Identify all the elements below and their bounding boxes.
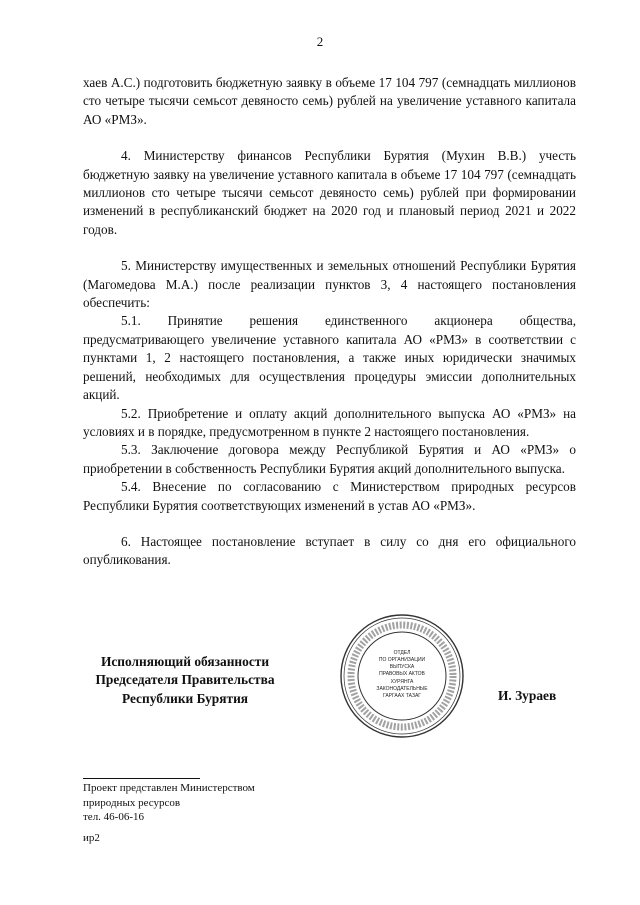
signatory-name: И. Зураев — [498, 688, 557, 703]
footnote-line: Проект представлен Министерством — [83, 782, 255, 794]
paragraph-item-5-1: 5.1. Принятие решения единственного акционера общества, предусматривающего увеличение уставного капитала АО «РМЗ» в соответствии с пунктами 1, 2 настоящего постановления, а также иных юридически значимых решений, необходимых для осуществления процедуры эмиссии дополнительных акций. — [83, 313, 576, 403]
signatory-title-line: Исполняющий обязанности — [100, 654, 270, 669]
document-body — [83, 74, 576, 570]
footnote-divider — [83, 778, 200, 779]
seal-text-line: ПРАВОВЫХ АКТОВ — [379, 671, 425, 677]
seal-text-line: ХУРЯНГА — [390, 679, 414, 685]
seal-text-line: ОТДЕЛ — [393, 650, 411, 656]
official-seal-stamp — [338, 612, 466, 740]
signatory-title-line: Председателя Правительства — [95, 672, 275, 688]
seal-text-line: ПО ОРГАНИЗАЦИИ — [378, 657, 426, 663]
paragraph-item-5: 5. Министерству имущественных и земельных отношений Республики Бурятия (Магомедова М.А.) после реализации пунктов 3, 4 настоящего постановления обеспечить: — [83, 258, 576, 311]
paragraph-item-5-2: 5.2. Приобретение и оплату акций дополнительного выпуска АО «РМЗ» на условиях и в порядке, предусмотренном в пункте 2 настоящего постановления. — [83, 405, 576, 439]
paragraph-item-5-4: 5.4. Внесение по согласованию с Министерством природных ресурсов Республики Бурятия соответствующих изменений в устав АО «РМЗ». — [83, 479, 576, 513]
footnote-line: природных ресурсов — [83, 796, 181, 809]
footnote — [83, 781, 255, 825]
seal-text-line: ВЫПУСКА — [389, 664, 415, 670]
paragraph-continuation: хаев А.С.) подготовить бюджетную заявку в объеме 17 104 797 (семнадцать миллионов сто четыре тысячи семьсот девяносто семь) рублей на увеличение уставного капитала АО «РМЗ». — [83, 75, 576, 127]
page-number: 2 — [316, 34, 324, 49]
paragraph-item-5-3: 5.3. Заключение договора между Республикой Бурятия и АО «РМЗ» о приобретении в собственность Республики Бурятия акций дополнительного выпуска. — [83, 442, 576, 476]
paragraph-item-6: 6. Настоящее постановление вступает в силу со дня его официального опубликования. — [83, 533, 576, 568]
footnote-line: тел. 46-06-16 — [83, 811, 145, 823]
signatory-title — [70, 653, 300, 708]
seal-text-line: ЗАКОНОДАТЕЛЬНЫЕ — [376, 686, 428, 692]
seal-text-line: ГАРГААХ ТАЗАГ — [382, 693, 422, 699]
document-code: ир2 — [83, 832, 100, 844]
paragraph-item-4: 4. Министерству финансов Республики Бурятия (Мухин В.В.) учесть бюджетную заявку на увеличение уставного капитала в объеме 17 104 797 (семнадцать миллионов сто четыре тысячи семьсот девяносто семь) рублей при формировании изменений в республиканский бюджет на 2020 год и плановый период 2021 и 2022 годов. — [83, 148, 576, 237]
signatory-title-line: Республики Бурятия — [121, 690, 249, 706]
